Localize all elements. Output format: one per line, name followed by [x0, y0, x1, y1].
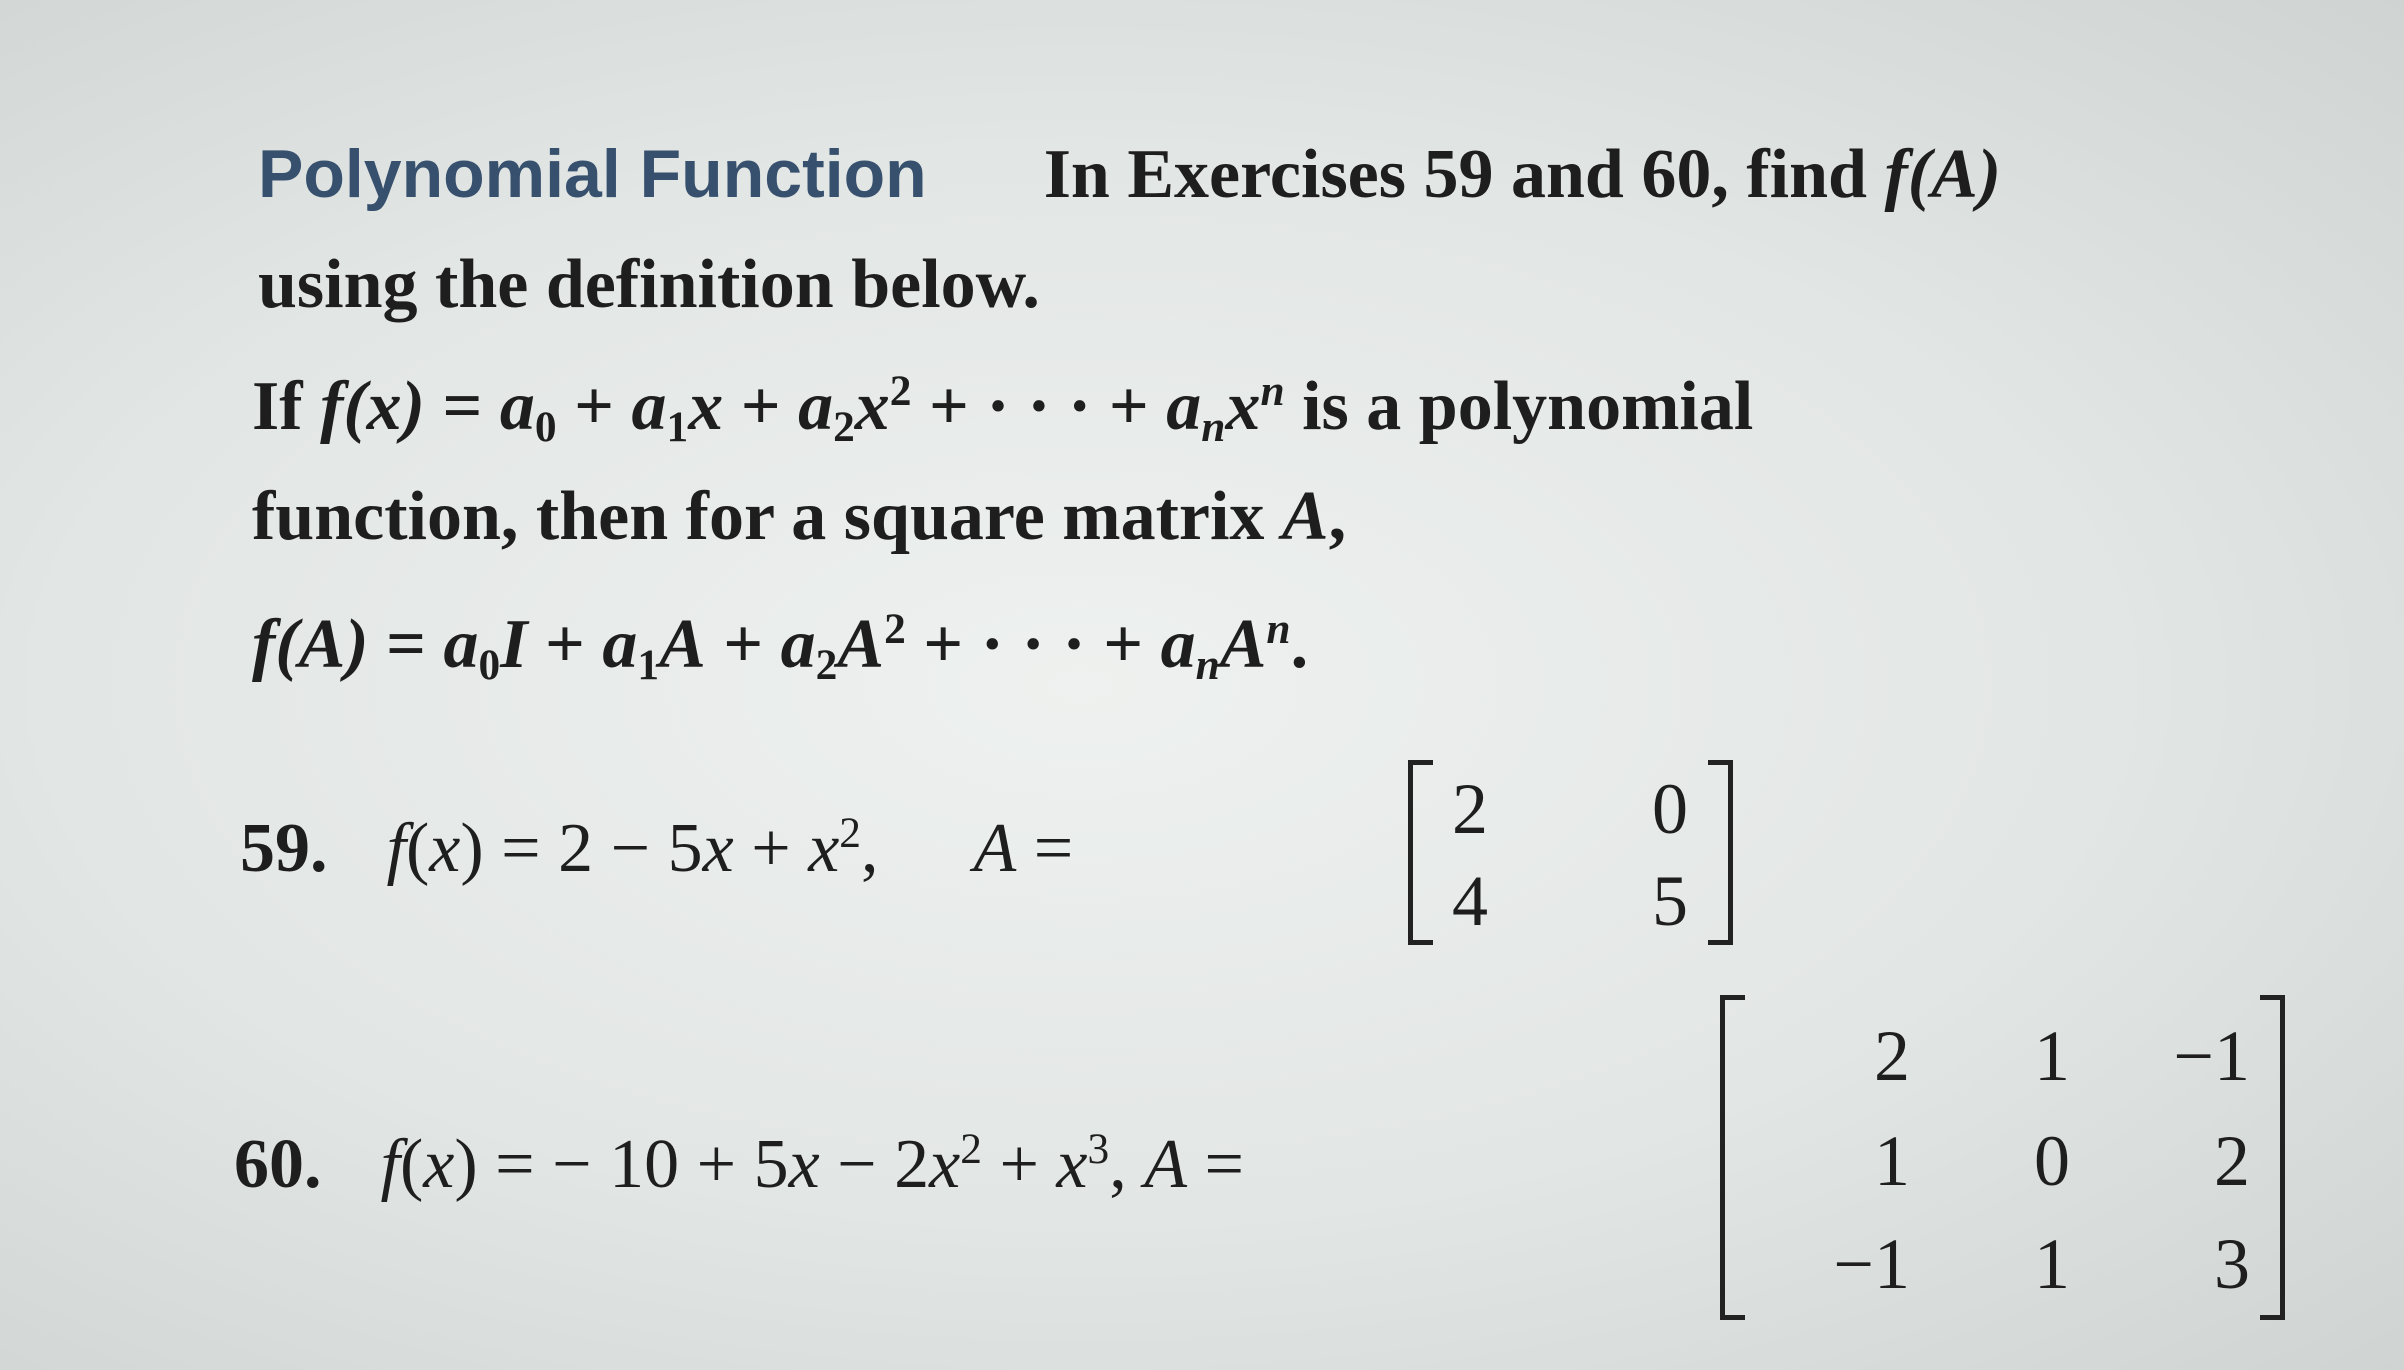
matrix-cell: −1 [1833, 1224, 1910, 1304]
matrix-cell: 2 [1874, 1016, 1910, 1096]
identity-I: I [500, 605, 528, 683]
matrix-cell: 4 [1452, 861, 1488, 941]
plus: + [981, 1125, 1057, 1203]
ellipsis: + · · · + [911, 367, 1167, 445]
coef-a0: a [499, 367, 535, 445]
matrix-60 [1720, 995, 2320, 1325]
var-x: x [688, 367, 724, 445]
sup-n: n [1260, 367, 1285, 415]
fA-term: f(A) [252, 605, 369, 683]
fx-term: f(x) [320, 367, 425, 445]
sub-0: 0 [534, 403, 557, 451]
plus: + [733, 809, 809, 887]
sub-1: 1 [637, 641, 660, 689]
sub-2: 2 [815, 641, 838, 689]
exercise-number: 60. [234, 1125, 322, 1203]
var-x: x [929, 1125, 961, 1203]
sup-n: n [1266, 605, 1291, 653]
heading-line-2 [258, 246, 1040, 323]
plus: + [723, 367, 799, 445]
definition-line-1 [252, 367, 1754, 451]
matrix-cell: 2 [1452, 769, 1488, 849]
plus: + [705, 605, 781, 683]
expr-part: = 2 − 5 [483, 809, 703, 887]
ellipsis: + · · · + [905, 605, 1161, 683]
exercise-60 [234, 1125, 1244, 1203]
plus: + [527, 605, 603, 683]
coef-a1: a [602, 605, 638, 683]
coef-a0: a [443, 605, 479, 683]
coef-a1: a [631, 367, 667, 445]
var-x: x [808, 809, 840, 887]
matrix-A: A [1281, 478, 1329, 555]
definition-line-3 [252, 605, 1309, 689]
intro-line-2: using the definition below. [258, 246, 1040, 323]
matrix-A: A [1144, 1125, 1187, 1203]
function-text: function, then for a square matrix [252, 478, 1282, 555]
intro-text: In Exercises 59 and 60, find [1043, 136, 1885, 213]
sup-3: 3 [1087, 1125, 1110, 1173]
matrix-cell: 0 [2034, 1121, 2070, 1201]
var-x: x [788, 1125, 820, 1203]
comma: , [1109, 1125, 1145, 1203]
matrix-cell: 1 [1874, 1121, 1910, 1201]
equals: = [1186, 1125, 1244, 1203]
coef-an: a [1160, 605, 1196, 683]
sub-2: 2 [833, 403, 855, 451]
sup-2: 2 [839, 809, 861, 857]
paren-close: ) [454, 1125, 478, 1203]
matrix-cell: 0 [1652, 769, 1688, 849]
func-f: f [386, 809, 406, 887]
sub-n: n [1201, 403, 1226, 451]
matrix-A: A [659, 605, 706, 683]
var-x: x [1056, 1125, 1088, 1203]
var-x: x [429, 809, 461, 887]
matrix-cell: −1 [2173, 1016, 2250, 1096]
comma: , [1328, 478, 1347, 555]
paren-close: ) [460, 809, 484, 887]
plus: + [556, 367, 632, 445]
expr-part: − 2 [819, 1125, 930, 1203]
coef-a2: a [780, 605, 816, 683]
comma: , [860, 809, 879, 887]
equals: = [368, 605, 444, 683]
sup-2: 2 [889, 367, 912, 415]
if-text: If [252, 367, 321, 445]
sup-2: 2 [960, 1125, 982, 1173]
exercise-number: 59. [240, 809, 328, 887]
coef-a2: a [798, 367, 834, 445]
var-x: x [702, 809, 734, 887]
var-x: x [1225, 367, 1261, 445]
exercise-59 [240, 809, 1074, 887]
polynomial-text: is a polynomial [1284, 367, 1754, 445]
matrix-cell: 1 [2034, 1016, 2070, 1096]
coef-an: a [1166, 367, 1202, 445]
period: . [1290, 605, 1309, 683]
matrix-A: A [973, 809, 1017, 887]
heading-line-1 [258, 136, 2002, 213]
matrix-A: A [837, 605, 885, 683]
sub-1: 1 [666, 403, 689, 451]
equals: = [1016, 809, 1074, 887]
matrix-cell: 5 [1652, 861, 1688, 941]
bracket-right [2260, 995, 2285, 1320]
section-title: Polynomial Function [258, 136, 927, 212]
paren-open: ( [399, 1125, 424, 1203]
equals: = [425, 367, 500, 445]
var-x: x [423, 1125, 455, 1203]
matrix-cell: 3 [2214, 1224, 2250, 1304]
matrix-59 [1408, 760, 1738, 945]
paren-open: ( [405, 809, 430, 887]
matrix-cell: 2 [2214, 1121, 2250, 1201]
sup-2: 2 [884, 605, 906, 653]
sub-n: n [1195, 641, 1220, 689]
func-f: f [380, 1125, 400, 1203]
intro-fA: f(A) [1884, 136, 2002, 213]
matrix-cell: 1 [2034, 1224, 2070, 1304]
expr-part: = − 10 + 5 [477, 1125, 789, 1203]
bracket-left [1720, 995, 1745, 1320]
var-x: x [854, 367, 890, 445]
definition-line-2 [252, 478, 1347, 555]
bracket-right [1708, 760, 1733, 945]
sub-0: 0 [478, 641, 501, 689]
matrix-A: A [1219, 605, 1267, 683]
